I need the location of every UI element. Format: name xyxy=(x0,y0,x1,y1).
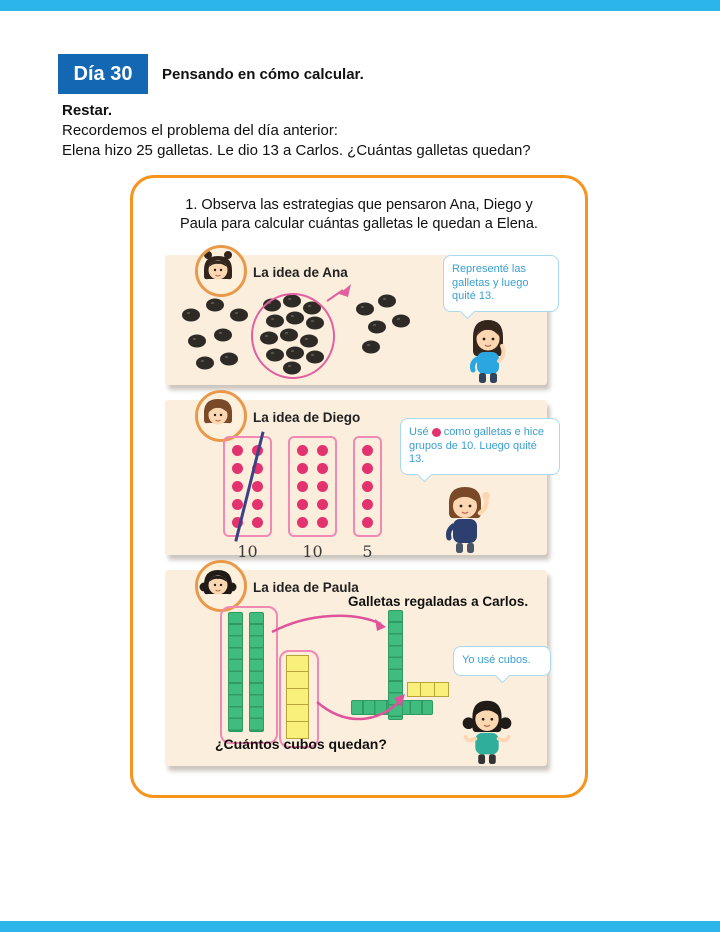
counter-dot-icon xyxy=(317,445,328,456)
intro-block xyxy=(62,101,531,161)
counter-dot-icon xyxy=(362,499,373,510)
paula-caption: Galletas regaladas a Carlos. xyxy=(348,594,529,609)
dot-group xyxy=(288,436,337,561)
diego-character-icon xyxy=(435,481,495,555)
counter-dot-icon xyxy=(362,517,373,528)
ana-idea-title: La idea de Ana xyxy=(253,265,348,280)
paula-question: ¿Cuántos cubos quedan? xyxy=(215,736,387,752)
dot-group xyxy=(353,436,382,561)
activity-instruction: 1. Observa las estrategias que pensaron Ana, Diego y Paula para calcular cuántas galletas le quedan a Elena. xyxy=(180,197,538,232)
paula-idea-title: La idea de Paula xyxy=(253,580,359,595)
unit-cube-stack-icon xyxy=(286,656,309,739)
diego-idea-title: La idea de Diego xyxy=(253,410,361,425)
cookie-icon xyxy=(220,353,238,366)
cookie-icon xyxy=(392,315,410,328)
cookie-icon xyxy=(280,329,298,342)
counter-dot-icon xyxy=(232,481,243,492)
unit-cube-row-icon xyxy=(408,682,449,697)
page-title: Pensando en cómo calcular. xyxy=(162,66,364,83)
cookie-icon xyxy=(206,299,224,312)
ten-rod-icon xyxy=(228,612,243,732)
counter-dot-icon xyxy=(362,463,373,474)
cookie-icon xyxy=(300,335,318,348)
top-accent-bar xyxy=(0,0,720,11)
counter-dot-icon xyxy=(317,517,328,528)
counter-dot-icon xyxy=(317,499,328,510)
ten-rod-given-icon xyxy=(388,610,403,720)
group-count-label: 10 xyxy=(237,542,258,561)
bottom-accent-bar xyxy=(0,921,720,932)
paula-avatar-icon xyxy=(198,563,238,603)
panel-diego xyxy=(165,400,547,561)
dot-group xyxy=(223,436,272,561)
counter-dot-icon xyxy=(362,481,373,492)
ana-avatar-icon xyxy=(198,248,238,288)
counter-dot-icon xyxy=(317,463,328,474)
panel-ana xyxy=(165,255,547,385)
cookie-icon xyxy=(260,332,278,345)
cookie-icon xyxy=(378,295,396,308)
cookies-layer xyxy=(182,295,410,375)
arrowhead-icon xyxy=(375,619,386,631)
counter-dot-icon xyxy=(362,445,373,456)
diego-speech-bubble xyxy=(400,418,560,475)
cookie-icon xyxy=(306,351,324,364)
cookie-icon xyxy=(214,329,232,342)
ten-rod-icon xyxy=(249,612,264,732)
day-label: Día 30 xyxy=(73,62,133,85)
cookie-icon xyxy=(283,295,301,308)
ana-character-icon xyxy=(463,315,513,385)
activity-box xyxy=(130,175,588,798)
cookie-icon xyxy=(266,349,284,362)
counter-dot-icon xyxy=(297,481,308,492)
counter-dot-icon xyxy=(317,481,328,492)
cookie-icon xyxy=(362,341,380,354)
dot-group-box xyxy=(223,436,272,537)
cookie-icon xyxy=(283,362,301,375)
diego-speech-pre: Usé xyxy=(409,426,429,438)
section-title: Restar. xyxy=(62,102,113,119)
cookie-icon xyxy=(368,321,386,334)
panel-paula xyxy=(165,570,547,766)
counter-dot-icon xyxy=(252,481,263,492)
day-badge xyxy=(58,54,148,94)
paula-character-icon xyxy=(455,694,519,766)
dot-group-box xyxy=(353,436,382,537)
diego-avatar xyxy=(195,390,247,442)
counter-dot-icon xyxy=(297,517,308,528)
cookie-icon xyxy=(286,347,304,360)
cookie-icon xyxy=(196,357,214,370)
group-count-label: 5 xyxy=(362,542,373,561)
ana-cookies-figure xyxy=(177,283,447,383)
diego-speech-post: como galletas e hice grupos de 10. Luego quité 13. xyxy=(409,426,544,465)
paula-speech-bubble xyxy=(453,646,551,676)
paula-avatar xyxy=(195,560,247,612)
cookie-icon xyxy=(188,335,206,348)
diego-avatar-icon xyxy=(198,393,238,433)
counter-dot-icon xyxy=(232,463,243,474)
lasso-line xyxy=(327,290,343,301)
dot-group-box xyxy=(288,436,337,537)
counter-dot-icon xyxy=(297,463,308,474)
counter-dot-icon xyxy=(252,499,263,510)
counter-dot-icon xyxy=(232,445,243,456)
ana-speech-text: Representé las galletas y luego quité 13. xyxy=(452,263,529,302)
counter-dot-icon xyxy=(297,499,308,510)
cookie-icon xyxy=(306,317,324,330)
cookie-icon xyxy=(356,303,374,316)
cookie-icon xyxy=(230,309,248,322)
pink-dot-icon xyxy=(432,428,441,437)
arrow-give-rod xyxy=(272,616,381,632)
intro-line-1: Recordemos el problema del día anterior: xyxy=(62,122,338,139)
cookie-icon xyxy=(286,312,304,325)
group-count-label: 10 xyxy=(302,542,323,561)
cookie-icon xyxy=(182,309,200,322)
counter-dot-icon xyxy=(297,445,308,456)
counter-dot-icon xyxy=(252,517,263,528)
diego-groups xyxy=(223,436,382,561)
paula-speech-text: Yo usé cubos. xyxy=(462,654,531,666)
ana-speech-bubble xyxy=(443,255,559,312)
cookie-icon xyxy=(266,315,284,328)
intro-line-2: Elena hizo 25 galletas. Le dio 13 a Carlos. ¿Cuántas galletas quedan? xyxy=(62,142,531,159)
